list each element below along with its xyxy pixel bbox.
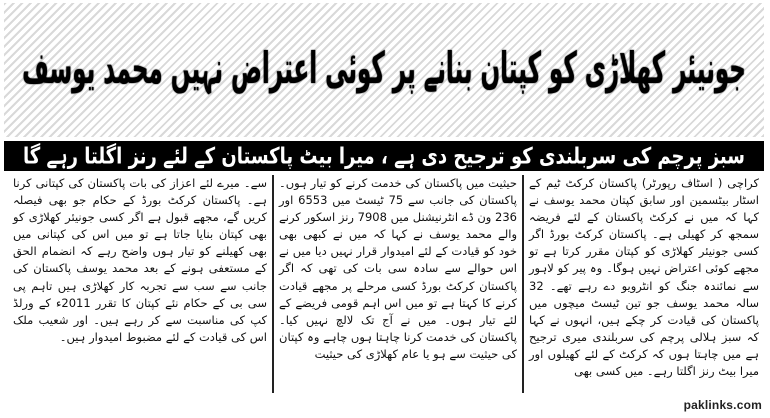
headline-banner xyxy=(4,3,764,137)
column-right-text: کراچی ( اسٹاف رپورٹر) پاکستان کرکٹ ٹیم کے اسٹار بیٹسمین اور سابق کپتان محمد یوسف نے کہا کہ میں نے کرکٹ پاکستان کے لئے فریضہ سمجھ کر کھیلی ہے۔ پاکستان کرکٹ بورڈ اگر کسی جونیئر کھلاڑی کو کپتان مقرر کرتا ہے تو مجھے کوئی اعتراض نہیں ہوگا۔ وہ پیر کو لاہور سے نمائندہ جنگ کو انٹرویو دے رہے تھے۔ 32 سالہ محمد یوسف جو تین ٹیسٹ میچوں میں پاکستان کی قیادت کر چکے ہیں، انہوں نے کہا کہ سبز ہلالی پرچم کی سربلندی میری ترجیح ہے میں چاہتا ہوں کہ کرکٹ کے لئے کھیلوں اور میرا بیٹ رنز اگلتا رہے۔ میں کسی بھی xyxy=(529,176,759,379)
headline-text: جونیئر کھلاڑی کو کپتان بنانے پر کوئی اعتراض نہیں محمد یوسف xyxy=(22,44,746,94)
article-column-middle xyxy=(272,175,524,393)
column-left-text: سے۔ میرے لئے اعزاز کی بات پاکستان کی کپتانی کرنا ہے۔ پاکستان کرکٹ بورڈ کے حکام جو بھی فیصلہ کریں گے، مجھے قبول ہے اگر کسی جونیئر کھلاڑی کو بھی کپتان بنایا جاتا ہے تو میں اس کی کپتانی میں بھی کھیلنے کو تیار ہوں واضح رہے کہ انضمام الحق کے مستعفی ہونے کے بعد محمد یوسف پاکستان کی جانب سے سب سے تجربہ کار کھلاڑی ہیں تاہم پی سی بی کے حکام نئے کپتان کا تقرر 2011ء کے ورلڈ کپ کی مناسبت سے کر رہے ہیں۔ اور شعیب ملک اس کی قیادت کے لئے مضبوط امیدوار ہیں۔ xyxy=(13,176,267,344)
article-columns xyxy=(4,175,764,393)
column-middle-text: حیثیت میں پاکستان کی خدمت کرنے کو تیار ہوں۔ پاکستان کی جانب سے 75 ٹیسٹ میں 6553 اور 236 ون ڈے انٹرنیشنل میں 7908 رنز اسکور کرنے والے محمد یوسف نے کہا کہ میں نے کبھی بھی خود کو قیادت کے لئے امیدوار قرار نہیں دیا میں نے اس حوالے سے سادہ سی بات کی تھی کہ اگر پاکستان کرکٹ بورڈ کسی مرحلے پر مجھے قیادت کرنے کا کہتا ہے تو میں اس اہم قومی فریضے کے لئے تیار ہوں۔ میں نے آج تک لالچ نہیں کیا۔ پاکستان کی خدمت کرنا چاہتا ہوں چاہے وہ کپتان کی حیثیت سے ہو یا عام کھلاڑی کی حیثیت xyxy=(279,176,517,361)
article-column-right xyxy=(524,175,764,393)
subheadline-bar xyxy=(4,141,764,171)
article-column-left xyxy=(8,175,272,393)
site-watermark: paklinks.com xyxy=(683,398,762,412)
subheadline-text: سبز پرچم کی سربلندی کو ترجیح دی ہے ، میرا بیٹ پاکستان کے لئے رنز اگلتا رہے گا xyxy=(23,142,745,170)
